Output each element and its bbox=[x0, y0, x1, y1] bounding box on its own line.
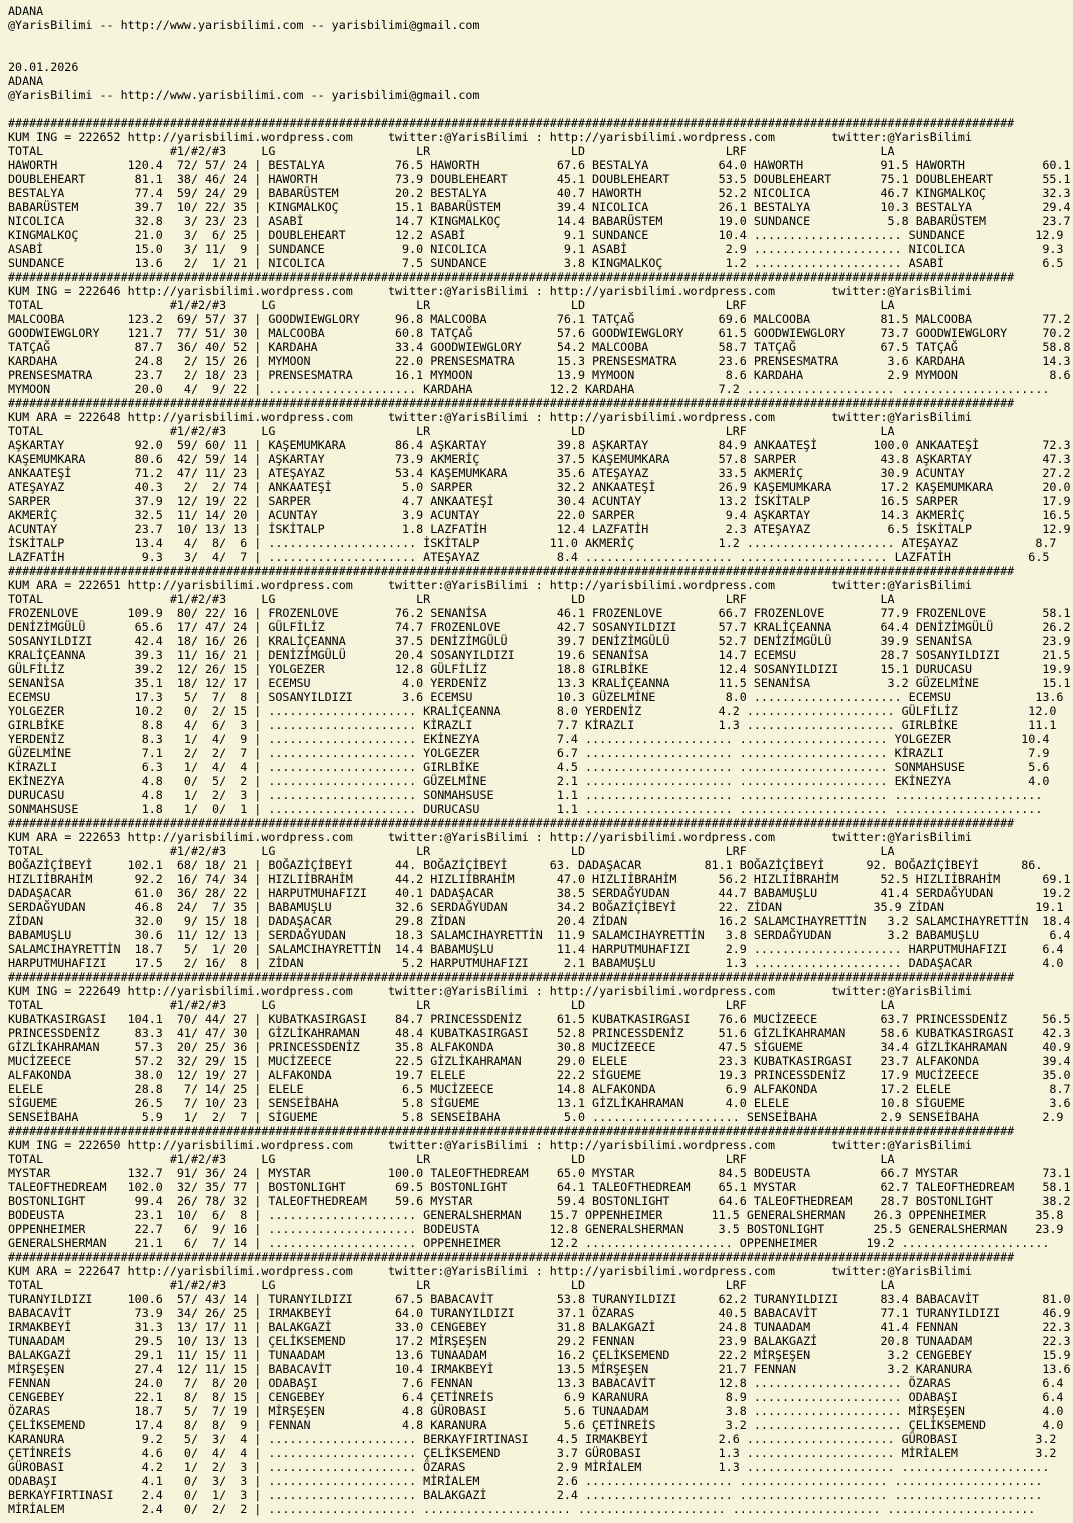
document-line: IRMAKBEYİ 31.3 13/ 17/ 11 | BALAKGAZİ 33.0 CENGEBEY 31.8 BALAKGAZİ 24.8 TUNAADAM 41.4 FENNAN 22.3 bbox=[8, 1320, 1071, 1334]
document-line: GOODWIEWGLORY 121.7 77/ 51/ 30 | MALCOOBA 60.8 TATÇAĞ 57.6 GOODWIEWGLORY 61.5 GOODWIEWGLORY 73.7 GOODWIEWGLORY 70.2 bbox=[8, 326, 1071, 340]
document-line: SARPER 37.9 12/ 19/ 22 | SARPER 4.7 ANKAATEŞİ 30.4 ACUNTAY 13.2 İSKİTALP 16.5 SARPER 17.9 bbox=[8, 494, 1071, 508]
document-line: KUM ARA = 222651 http://yarisbilimi.wordpress.com twitter:@YarisBilimi : http://yarisbilimi.wordpress.com twitter:@YarisBilimi bbox=[8, 578, 972, 592]
document-line: SONMAHSUSE 1.8 1/ 0/ 1 | ..................... DURUCASU 1.1 ..................... ..................... ..................... bbox=[8, 802, 1043, 816]
document-line: ############################################################################################################################################### bbox=[8, 1250, 1015, 1264]
document-line: TOTAL #1/#2/#3 LG LR LD LRF LA bbox=[8, 298, 895, 312]
document-line: GÜLFİLİZ 39.2 12/ 26/ 15 | YOLGEZER 12.8 GÜLFİLİZ 18.8 GIRLBİKE 12.4 SOSANYILDIZI 15.1 DURUCASU 19.9 bbox=[8, 662, 1071, 676]
document-line: KUM ING = 222650 http://yarisbilimi.wordpress.com twitter:@YarisBilimi : http://yarisbilimi.wordpress.com twitter:@YarisBilimi bbox=[8, 1138, 972, 1152]
document-line: PRENSESMATRA 23.7 2/ 18/ 23 | PRENSESMATRA 16.1 MYMOON 13.9 MYMOON 8.6 KARDAHA 2.9 MYMOON 8.6 bbox=[8, 368, 1071, 382]
document-line: GÜZELMİNE 7.1 2/ 2/ 7 | ..................... YOLGEZER 6.7 ..................... ..................... KİRAZLI 7.9 bbox=[8, 746, 1050, 760]
document-line: KUM ING = 222652 http://yarisbilimi.wordpress.com twitter:@YarisBilimi : http://yarisbilimi.wordpress.com twitter:@YarisBilimi bbox=[8, 130, 972, 144]
document-line: ADANA bbox=[8, 74, 44, 88]
document-line: KUM ING = 222649 http://yarisbilimi.wordpress.com twitter:@YarisBilimi : http://yarisbilimi.wordpress.com twitter:@YarisBilimi bbox=[8, 984, 972, 998]
document-line: ECEMSU 17.3 5/ 7/ 8 | SOSANYILDIZI 3.6 ECEMSU 10.3 GÜZELMİNE 8.0 ..................... ECEMSU 13.6 bbox=[8, 690, 1064, 704]
document-line: BABACAVİT 73.9 34/ 26/ 25 | IRMAKBEYİ 64.0 TURANYILDIZI 37.1 ÖZARAS 40.5 BABACAVİT 77.1 TURANYILDIZI 46.9 bbox=[8, 1306, 1071, 1320]
document-line: TOTAL #1/#2/#3 LG LR LD LRF LA bbox=[8, 1152, 895, 1166]
document-line: GÜROBASI 4.2 1/ 2/ 3 | ..................... ÖZARAS 2.9 MİRİALEM 1.3 ..................... ..................... bbox=[8, 1460, 1050, 1474]
document-line: MYSTAR 132.7 91/ 36/ 24 | MYSTAR 100.0 TALEOFTHEDREAM 65.0 MYSTAR 84.5 BODEUSTA 66.7 MYSTAR 73.1 bbox=[8, 1166, 1071, 1180]
document-line bbox=[8, 32, 1073, 46]
document-line: 20.01.2026 bbox=[8, 60, 79, 74]
document-line: HARPUTMUHAFIZI 17.5 2/ 16/ 8 | ZİDAN 5.2 HARPUTMUHAFIZI 2.1 BABAMUŞLU 1.3 ..................... DADAŞACAR 4.0 bbox=[8, 956, 1064, 970]
document-line: SERDAĞYUDAN 46.8 24/ 7/ 35 | BABAMUŞLU 32.6 SERDAĞYUDAN 34.2 BOĞAZİÇİBEYİ 22. ZİDAN 35.9 ZİDAN 19.1 bbox=[8, 900, 1064, 914]
document-line: KUM ARA = 222648 http://yarisbilimi.wordpress.com twitter:@YarisBilimi : http://yarisbilimi.wordpress.com twitter:@YarisBilimi bbox=[8, 410, 972, 424]
document-line: ATEŞAYAZ 40.3 2/ 2/ 74 | ANKAATEŞİ 5.0 SARPER 32.2 ANKAATEŞİ 26.9 KAŞEMUMKARA 17.2 KAŞEMUMKARA 20.0 bbox=[8, 480, 1071, 494]
document-line: SALAMCIHAYRETTİN 18.7 5/ 1/ 20 | SALAMCIHAYRETTİN 14.4 BABAMUŞLU 11.4 HARPUTMUHAFIZI 2.9 ..................... HARPUTMUHAFIZI 6.4 bbox=[8, 942, 1064, 956]
document-line: KUM ING = 222646 http://yarisbilimi.wordpress.com twitter:@YarisBilimi : http://yarisbilimi.wordpress.com twitter:@YarisBilimi bbox=[8, 284, 972, 298]
document-line: ZİDAN 32.0 9/ 15/ 18 | DADAŞACAR 29.8 ZİDAN 20.4 ZİDAN 16.2 SALAMCIHAYRETTİN 3.2 SALAMCIHAYRETTİN 18.4 bbox=[8, 914, 1071, 928]
document-line: ############################################################################################################################################### bbox=[8, 816, 1015, 830]
document-line: BESTALYA 77.4 59/ 24/ 29 | BABARÜSTEM 20.2 BESTALYA 40.7 HAWORTH 52.2 NICOLICA 46.7 KINGMALKOÇ 32.3 bbox=[8, 186, 1071, 200]
document-line: ASABİ 15.0 3/ 11/ 9 | SUNDANCE 9.0 NICOLICA 9.1 ASABİ 2.9 ..................... NICOLICA 9.3 bbox=[8, 242, 1064, 256]
document-line: TALEOFTHEDREAM 102.0 32/ 35/ 77 | BOSTONLIGHT 69.5 BOSTONLIGHT 64.1 TALEOFTHEDREAM 65.1 MYSTAR 62.7 TALEOFTHEDREAM 58.1 bbox=[8, 1180, 1071, 1194]
document-line: KUBATKASIRGASI 104.1 70/ 44/ 27 | KUBATKASIRGASI 84.7 PRINCESSDENİZ 61.5 KUBATKASIRGASI 76.6 MUCİZEECE 63.7 PRINCESSDENİZ 56.5 bbox=[8, 1012, 1071, 1026]
document-line: ÇETİNREİS 4.6 0/ 4/ 4 | ..................... ÇELİKSEMEND 3.7 GÜROBASI 1.3 ..................... MİRİALEM 3.2 bbox=[8, 1446, 1057, 1460]
document-line: ############################################################################################################################################### bbox=[8, 116, 1015, 130]
document-line: BALAKGAZİ 29.1 11/ 15/ 11 | TUNAADAM 13.6 TUNAADAM 16.2 ÇELİKSEMEND 22.2 MİRŞEŞEN 3.2 CENGEBEY 15.9 bbox=[8, 1348, 1071, 1362]
document-line: GIRLBİKE 8.8 4/ 6/ 3 | ..................... KİRAZLI 7.7 KİRAZLI 1.3 ..................... GIRLBİKE 11.1 bbox=[8, 718, 1057, 732]
document-line: BABARÜSTEM 39.7 10/ 22/ 35 | KINGMALKOÇ 15.1 BABARÜSTEM 39.4 NICOLICA 26.1 BESTALYA 10.3 BESTALYA 29.4 bbox=[8, 200, 1071, 214]
document-line: ADANA bbox=[8, 4, 44, 18]
document-line: FROZENLOVE 109.9 80/ 22/ 16 | FROZENLOVE 76.2 SENANİSA 46.1 FROZENLOVE 66.7 FROZENLOVE 77.9 FROZENLOVE 58.1 bbox=[8, 606, 1071, 620]
document-line: KINGMALKOÇ 21.0 3/ 6/ 25 | DOUBLEHEART 12.2 ASABİ 9.1 SUNDANCE 10.4 ..................... SUNDANCE 12.9 bbox=[8, 228, 1064, 242]
document-line: ANKAATEŞİ 71.2 47/ 11/ 23 | ATEŞAYAZ 53.4 KAŞEMUMKARA 35.6 ATEŞAYAZ 33.5 AKMERİÇ 30.9 ACUNTAY 27.2 bbox=[8, 466, 1071, 480]
document-line: İSKİTALP 13.4 4/ 8/ 6 | ..................... İSKİTALP 11.0 AKMERİÇ 1.2 ..................... ATEŞAYAZ 8.7 bbox=[8, 536, 1057, 550]
document-line: PRINCESSDENİZ 83.3 41/ 47/ 30 | GİZLİKAHRAMAN 48.4 KUBATKASIRGASI 52.8 PRINCESSDENİZ 51.6 GİZLİKAHRAMAN 58.6 KUBATKASIRGASI 42.3 bbox=[8, 1026, 1071, 1040]
document-line bbox=[8, 46, 1073, 60]
document-line: ############################################################################################################################################### bbox=[8, 970, 1015, 984]
document-line: ############################################################################################################################################### bbox=[8, 1124, 1015, 1138]
document-line: TOTAL #1/#2/#3 LG LR LD LRF LA bbox=[8, 1278, 895, 1292]
document-line: @YarisBilimi -- http://www.yarisbilimi.com -- yarisbilimi@gmail.com bbox=[8, 18, 480, 32]
document-line: MİRİALEM 2.4 0/ 2/ 2 | ..................... ..................... ..................... ..................... ..................... bbox=[8, 1502, 1036, 1516]
document-line: ############################################################################################################################################### bbox=[8, 396, 1015, 410]
document-line: SENSEİBAHA 5.9 1/ 2/ 7 | SİGUEME 5.8 SENSEİBAHA 5.0 ..................... SENSEİBAHA 2.9 SENSEİBAHA 2.9 bbox=[8, 1110, 1064, 1124]
document-line: AKMERİÇ 32.5 11/ 14/ 20 | ACUNTAY 3.9 ACUNTAY 22.0 SARPER 9.4 AŞKARTAY 14.3 AKMERİÇ 16.5 bbox=[8, 508, 1071, 522]
document-line: SUNDANCE 13.6 2/ 1/ 21 | NICOLICA 7.5 SUNDANCE 3.8 KINGMALKOÇ 1.2 ..................... ASABİ 6.5 bbox=[8, 256, 1064, 270]
document-line: TOTAL #1/#2/#3 LG LR LD LRF LA bbox=[8, 144, 895, 158]
document-line: DURUCASU 4.8 1/ 2/ 3 | ..................... SONMAHSUSE 1.1 ..................... ..................... ..................... bbox=[8, 788, 1043, 802]
document-line: HIZLIİBRAHİM 92.2 16/ 74/ 34 | HIZLIİBRAHİM 44.2 HIZLIİBRAHİM 47.0 HIZLIİBRAHİM 56.2 HIZLIİBRAHİM 52.5 HIZLIİBRAHİM 69.1 bbox=[8, 872, 1071, 886]
document-line: ALFAKONDA 38.0 12/ 19/ 27 | ALFAKONDA 19.7 ELELE 22.2 SİGUEME 19.3 PRINCESSDENİZ 17.9 MUCİZEECE 35.0 bbox=[8, 1068, 1071, 1082]
document-line: MİRŞEŞEN 27.4 12/ 11/ 15 | BABACAVİT 10.4 IRMAKBEYİ 13.5 MİRŞEŞEN 21.7 FENNAN 3.2 KARANURA 13.6 bbox=[8, 1362, 1071, 1376]
document-line: TUNAADAM 29.5 10/ 13/ 13 | ÇELİKSEMEND 17.2 MİRŞEŞEN 29.2 FENNAN 23.9 BALAKGAZİ 20.8 TUNAADAM 22.3 bbox=[8, 1334, 1071, 1348]
document-line: TURANYILDIZI 100.6 57/ 43/ 14 | TURANYILDIZI 67.5 BABACAVİT 53.8 TURANYILDIZI 62.2 TURANYILDIZI 83.4 BABACAVİT 81.0 bbox=[8, 1292, 1071, 1306]
document-line: ELELE 28.8 7/ 14/ 25 | ELELE 6.5 MUCİZEECE 14.8 ALFAKONDA 6.9 ALFAKONDA 17.2 ELELE 8.7 bbox=[8, 1082, 1071, 1096]
document-line: GENERALSHERMAN 21.1 6/ 7/ 14 | ..................... OPPENHEIMER 12.2 ..................... OPPENHEIMER 19.2 ..................... bbox=[8, 1236, 1050, 1250]
document-line: KİRAZLI 6.3 1/ 4/ 4 | ..................... GIRLBİKE 4.5 ..................... ..................... SONMAHSUSE 5.6 bbox=[8, 760, 1050, 774]
document-line: ############################################################################################################################################### bbox=[8, 564, 1015, 578]
document-line: NICOLICA 32.8 3/ 23/ 23 | ASABİ 14.7 KINGMALKOÇ 14.4 BABARÜSTEM 19.0 SUNDANCE 5.8 BABARÜSTEM 23.7 bbox=[8, 214, 1071, 228]
document-line: BERKAYFIRTINASI 2.4 0/ 1/ 3 | ..................... BALAKGAZİ 2.4 ..................... ..................... ..................... bbox=[8, 1488, 1043, 1502]
document-line: BOSTONLIGHT 99.4 26/ 78/ 32 | TALEOFTHEDREAM 59.6 MYSTAR 59.4 BOSTONLIGHT 64.6 TALEOFTHEDREAM 28.7 BOSTONLIGHT 38.2 bbox=[8, 1194, 1071, 1208]
document-line: SİGUEME 26.5 7/ 10/ 23 | SENSEİBAHA 5.8 SİGUEME 13.1 GİZLİKAHRAMAN 4.0 ELELE 10.8 SİGUEME 3.6 bbox=[8, 1096, 1071, 1110]
document-line: DOUBLEHEART 81.1 38/ 46/ 24 | HAWORTH 73.9 DOUBLEHEART 45.1 DOUBLEHEART 53.5 DOUBLEHEART 75.1 DOUBLEHEART 55.1 bbox=[8, 172, 1071, 186]
document-line: BABAMUŞLU 30.6 11/ 12/ 13 | SERDAĞYUDAN 18.3 SALAMCIHAYRETTİN 11.9 SALAMCIHAYRETTİN 3.8 SERDAĞYUDAN 3.2 BABAMUŞLU 6.4 bbox=[8, 928, 1071, 942]
document-line: ############################################################################################################################################### bbox=[8, 270, 1015, 284]
document-line: ÖZARAS 18.7 5/ 7/ 19 | MİRŞEŞEN 4.8 GÜROBASI 5.6 TUNAADAM 3.8 ..................... MİRŞEŞEN 4.0 bbox=[8, 1404, 1064, 1418]
document-line: KRALİÇEANNA 39.3 11/ 16/ 21 | DENİZİMGÜLÜ 20.4 SOSANYILDIZI 19.6 SENANİSA 14.7 ECEMSU 28.7 SOSANYILDIZI 21.5 bbox=[8, 648, 1071, 662]
document-line: EKİNEZYA 4.8 0/ 5/ 2 | ..................... GÜZELMİNE 2.1 ..................... ..................... EKİNEZYA 4.0 bbox=[8, 774, 1050, 788]
document-line: SENANİSA 35.1 18/ 12/ 17 | ECEMSU 4.0 YERDENİZ 13.3 KRALİÇEANNA 11.5 SENANİSA 3.2 GÜZELMİNE 15.1 bbox=[8, 676, 1071, 690]
document-line: HAWORTH 120.4 72/ 57/ 24 | BESTALYA 76.5 HAWORTH 67.6 BESTALYA 64.0 HAWORTH 91.5 HAWORTH 60.1 bbox=[8, 158, 1071, 172]
document-line: MYMOON 20.0 4/ 9/ 22 | ..................... KARDAHA 12.2 KARDAHA 7.2 ..................... ..................... bbox=[8, 382, 1050, 396]
document-line: TATÇAĞ 87.7 36/ 40/ 52 | KARDAHA 33.4 GOODWIEWGLORY 54.2 MALCOOBA 58.7 TATÇAĞ 67.5 TATÇAĞ 58.8 bbox=[8, 340, 1071, 354]
document-line: DENİZİMGÜLÜ 65.6 17/ 47/ 24 | GÜLFİLİZ 74.7 FROZENLOVE 42.7 SOSANYILDIZI 57.7 KRALİÇEANNA 64.4 DENİZİMGÜLÜ 26.2 bbox=[8, 620, 1071, 634]
document-line: TOTAL #1/#2/#3 LG LR LD LRF LA bbox=[8, 424, 895, 438]
document-line: MUCİZEECE 57.2 32/ 29/ 15 | MUCİZEECE 22.5 GİZLİKAHRAMAN 29.0 ELELE 23.3 KUBATKASIRGASI 23.7 ALFAKONDA 39.4 bbox=[8, 1054, 1071, 1068]
document-line: ÇELİKSEMEND 17.4 8/ 8/ 9 | FENNAN 4.8 KARANURA 5.6 ÇETİNREİS 3.2 ..................... ÇELİKSEMEND 4.0 bbox=[8, 1418, 1064, 1432]
document-line: AŞKARTAY 92.0 59/ 60/ 11 | KAŞEMUMKARA 86.4 AŞKARTAY 39.8 AŞKARTAY 84.9 ANKAATEŞİ 100.0 ANKAATEŞİ 72.3 bbox=[8, 438, 1071, 452]
document-line: ODABAŞI 4.1 0/ 3/ 3 | ..................... MİRİALEM 2.6 ..................... ..................... ..................... bbox=[8, 1474, 1043, 1488]
document-line: ACUNTAY 23.7 10/ 13/ 13 | İSKİTALP 1.8 LAZFATİH 12.4 LAZFATİH 2.3 ATEŞAYAZ 6.5 İSKİTALP 12.9 bbox=[8, 522, 1071, 536]
document-line: KARANURA 9.2 5/ 3/ 4 | ..................... BERKAYFIRTINASI 4.5 IRMAKBEYİ 2.6 ..................... GÜROBASI 3.2 bbox=[8, 1432, 1057, 1446]
document-line: @YarisBilimi -- http://www.yarisbilimi.com -- yarisbilimi@gmail.com bbox=[8, 88, 480, 102]
document-line: SOSANYILDIZI 42.4 18/ 16/ 26 | KRALİÇEANNA 37.5 DENİZİMGÜLÜ 39.7 DENİZİMGÜLÜ 52.7 DENİZİMGÜLÜ 39.9 SENANİSA 23.9 bbox=[8, 634, 1071, 648]
document-line: KARDAHA 24.8 2/ 15/ 26 | MYMOON 22.0 PRENSESMATRA 15.3 PRENSESMATRA 23.6 PRENSESMATRA 3.6 KARDAHA 14.3 bbox=[8, 354, 1071, 368]
document-line: FENNAN 24.0 7/ 8/ 20 | ODABAŞI 7.6 FENNAN 13.3 BABACAVİT 12.8 ..................... ÖZARAS 6.4 bbox=[8, 1376, 1064, 1390]
document-line: CENGEBEY 22.1 8/ 8/ 15 | CENGEBEY 6.4 ÇETİNREİS 6.9 KARANURA 8.9 ..................... ODABAŞI 6.4 bbox=[8, 1390, 1064, 1404]
document-line: KUM ARA = 222647 http://yarisbilimi.wordpress.com twitter:@YarisBilimi : http://yarisbilimi.wordpress.com twitter:@YarisBilimi bbox=[8, 1264, 972, 1278]
document-line: KAŞEMUMKARA 80.6 42/ 59/ 14 | AŞKARTAY 73.9 AKMERİÇ 37.5 KAŞEMUMKARA 57.8 SARPER 43.8 AŞKARTAY 47.3 bbox=[8, 452, 1071, 466]
document-line: YOLGEZER 10.2 0/ 2/ 15 | ..................... KRALİÇEANNA 8.0 YERDENİZ 4.2 ..................... GÜLFİLİZ 12.0 bbox=[8, 704, 1057, 718]
document-line: TOTAL #1/#2/#3 LG LR LD LRF LA bbox=[8, 844, 895, 858]
document-line: MALCOOBA 123.2 69/ 57/ 37 | GOODWIEWGLORY 96.8 MALCOOBA 76.1 TATÇAĞ 69.6 MALCOOBA 81.5 MALCOOBA 77.2 bbox=[8, 312, 1071, 326]
document-line: GİZLİKAHRAMAN 57.3 20/ 25/ 36 | PRINCESSDENİZ 35.8 ALFAKONDA 30.8 MUCİZEECE 47.5 SİGUEME 34.4 GİZLİKAHRAMAN 40.9 bbox=[8, 1040, 1071, 1054]
document-line: KUM ARA = 222653 http://yarisbilimi.wordpress.com twitter:@YarisBilimi : http://yarisbilimi.wordpress.com twitter:@YarisBilimi bbox=[8, 830, 972, 844]
document-line: DADAŞACAR 61.0 36/ 28/ 22 | HARPUTMUHAFIZI 40.1 DADAŞACAR 38.5 SERDAĞYUDAN 44.7 BABAMUŞLU 41.4 SERDAĞYUDAN 19.2 bbox=[8, 886, 1071, 900]
document-line bbox=[8, 102, 1073, 116]
document-line: LAZFATİH 9.3 3/ 4/ 7 | ..................... ATEŞAYAZ 8.4 ..................... ..................... LAZFATİH 6.5 bbox=[8, 550, 1050, 564]
document-line: YERDENİZ 8.3 1/ 4/ 9 | ..................... EKİNEZYA 7.4 ..................... ..................... YOLGEZER 10.4 bbox=[8, 732, 1050, 746]
document-line: TOTAL #1/#2/#3 LG LR LD LRF LA bbox=[8, 592, 895, 606]
document-line: TOTAL #1/#2/#3 LG LR LD LRF LA bbox=[8, 998, 895, 1012]
document-line: BOĞAZİÇİBEYİ 102.1 68/ 18/ 21 | BOĞAZİÇİBEYİ 44. BOĞAZİÇİBEYİ 63. DADAŞACAR 81.1 BOĞAZİÇİBEYİ 92. BOĞAZİÇİBEYİ 86. bbox=[8, 858, 1043, 872]
document-line: BODEUSTA 23.1 10/ 6/ 8 | ..................... GENERALSHERMAN 15.7 OPPENHEIMER 11.5 GENERALSHERMAN 26.3 OPPENHEIMER 35.8 bbox=[8, 1208, 1064, 1222]
document-line: OPPENHEIMER 22.7 6/ 9/ 16 | ..................... BODEUSTA 12.8 GENERALSHERMAN 3.5 BOSTONLIGHT 25.5 GENERALSHERMAN 23.9 bbox=[8, 1222, 1064, 1236]
